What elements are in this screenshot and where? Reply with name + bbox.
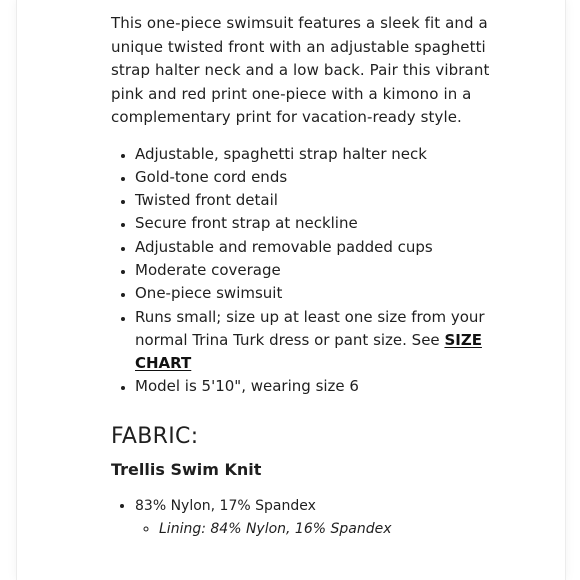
fabric-composition-text: 83% Nylon, 17% Spandex [135, 497, 316, 514]
feature-item: • Adjustable, spaghetti strap halter neck [135, 143, 491, 166]
sizing-note-text: Runs small; size up at least one size from your normal Trina Turk dress or pant size. See [135, 307, 485, 349]
feature-item: • Gold-tone cord ends [135, 166, 491, 189]
feature-item: • One-piece swimsuit [135, 282, 491, 305]
product-description: This one-piece swimsuit features a sleek fit and a unique twisted front with an adjustable spaghetti strap halter neck and a low back. Pair this vibrant pink and red print one-piece with a kimono in a complementary print for vacation-ready style. [111, 14, 490, 126]
size-chart-link[interactable]: SIZE CHART [135, 330, 482, 373]
feature-item: • Twisted front detail [135, 189, 491, 212]
fabric-lining-list [135, 518, 491, 541]
feature-item: • Moderate coverage [135, 259, 491, 282]
fabric-composition-list [111, 495, 491, 541]
fabric-composition-item [135, 495, 491, 541]
sizing-note-item [135, 306, 491, 376]
fabric-lining-item: ◦ Lining: 84% Nylon, 16% Spandex [159, 518, 491, 541]
product-details-card [16, 0, 566, 580]
fabric-heading: FABRIC: [111, 423, 199, 449]
fabric-name: Trellis Swim Knit [111, 459, 262, 479]
model-note-item: • Model is 5'10", wearing size 6 [135, 375, 491, 398]
feature-item: • Secure front strap at neckline [135, 212, 491, 235]
feature-list [111, 143, 491, 399]
feature-item: • Adjustable and removable padded cups [135, 236, 491, 259]
product-details-content [111, 12, 491, 541]
